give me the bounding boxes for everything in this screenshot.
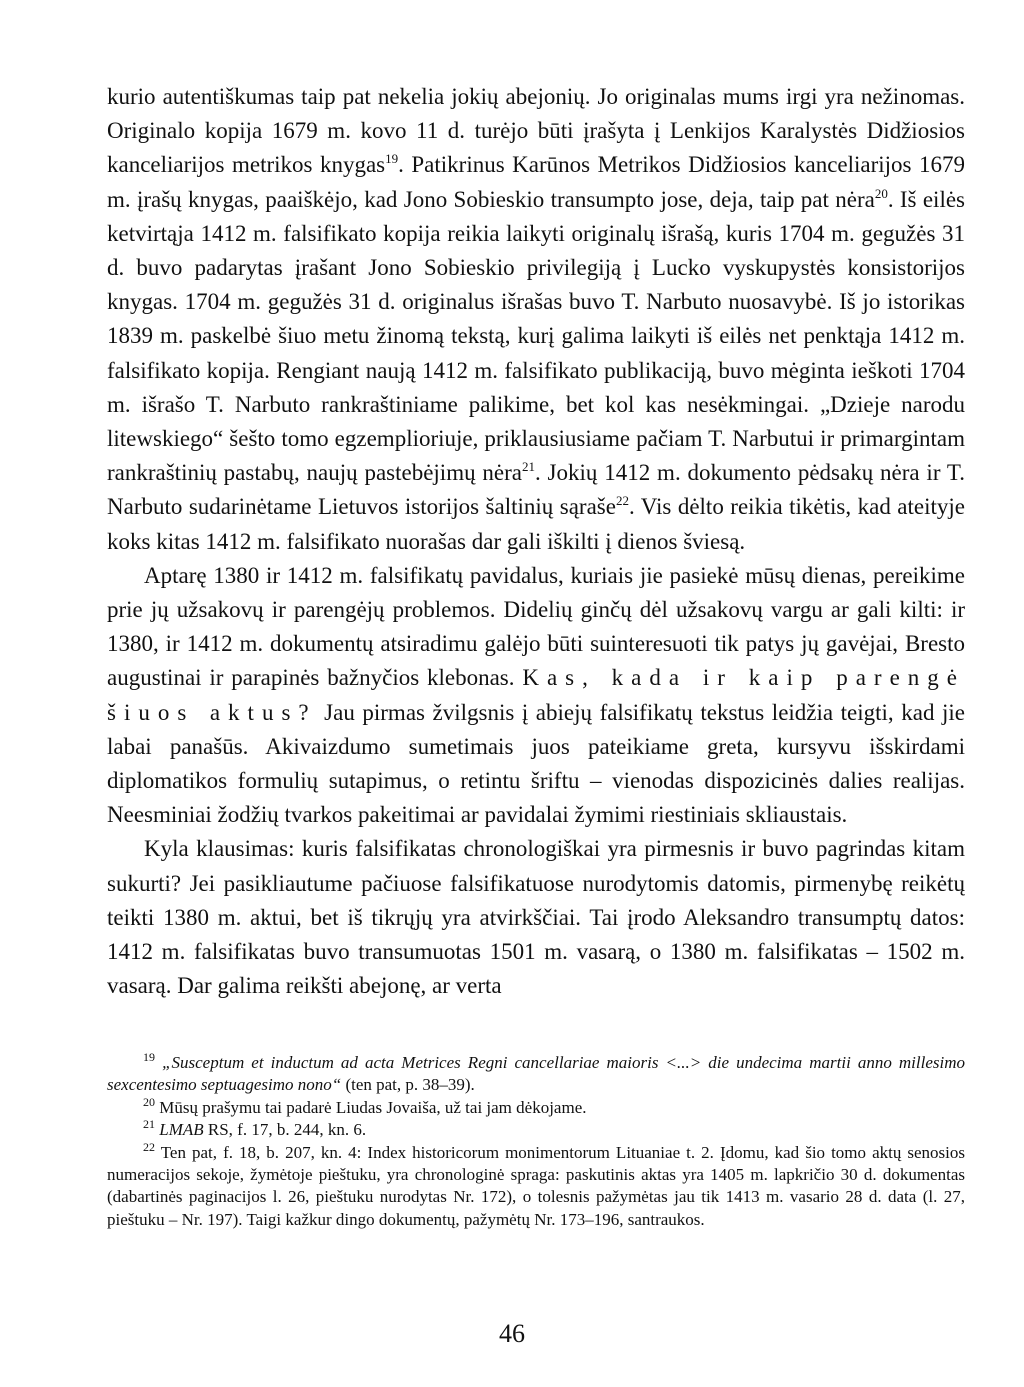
footnote-quote: „Susceptum et inductum ad acta Metrices Regni cancellariae maioris <...> die undecima martii anno millesimo sexcentesimo septuagesimo nono“: [107, 1053, 966, 1095]
footnote-number: 20: [143, 1094, 155, 1109]
footnote-number: 21: [143, 1117, 155, 1132]
text-run: . Jokių 1412 m. dokumento pėdsakų nėra ir T. Narbuto sudarinėtame Lietuvos istorijos šaltinių sąraše: [107, 460, 965, 520]
footnote-22: [107, 1139, 965, 1232]
footnote-text: Mūsų prašymu tai padarė Liudas Jovaiša, už tai jam dėkojame.: [155, 1097, 587, 1117]
footnote-ref-20: 20: [874, 185, 888, 201]
footnote-19: [107, 1052, 965, 1097]
paragraph-1: [107, 80, 965, 559]
footnotes: [107, 1052, 965, 1231]
footnote-text: (ten pat, p. 38–39).: [341, 1075, 475, 1095]
text-run: . Iš eilės ketvirtąja 1412 m. falsifikato kopija reikia laikyti originalų išrašą, kuris 1704 m. gegužės 31 d. buvo padarytas įrašant Jono Sobieskio privilegiją į Lucko vyskupystės konsistorijos knygas. 1704 m. gegužės 31 d. originalus išrašas buvo T. Narbuto nuosavybė. Iš jo istorikas 1839 m. paskelbė šiuo metu žinomą tekstą, kurį galima laikyti iš eilės net penktąja 1412 m. falsifikato kopija. Rengiant naują 1412 m. falsifikato publikaciją, buvo mėginta ieškoti 1704 m. išrašo T. Narbuto rankraštiniame palikime, bet kol kas nesėkmingai. „Dzieje narodu litewskiego“ šešto tomo egzemplioriuje, priklausiusiame pačiam T. Narbutui ir primargintam rankraštinių pastabų, naujų pastebėjimų nėra: [107, 186, 965, 486]
text-run: Jau pirmas žvilgsnis į abiejų falsifikatų tekstus leidžia teigti, kad jie labai panašūs. Akivaizdumo sumetimais juos pateikiame greta, kursyvu išskirdami diplomatikos formulių sutapimus, o retintu šriftu – vienodas dispozicinės dalies realijas. Neesminiai žodžių tvarkos pakeitimai ar pavidalai žymimi riestiniais skliaustais.: [107, 699, 965, 828]
spaced-question: Kas, kada ir kaip parengė šiuos aktus?: [107, 665, 966, 725]
text-run: Aptarę 1380 ir 1412 m. falsifikatų pavidalus, kuriais jie pasiekė mūsų dienas, pereikime prie jų užsakovų ir parengėjų problemos. Didelių ginčų dėl užsakovų vargu ar gali kilti: ir 1380, ir 1412 m. dokumentų atsiradimu galėjo būti suinteresuoti tik patys jų gavėjai, Bresto augustinai ir parapinės bažnyčios klebonas.: [107, 562, 965, 691]
paragraph-3: Kyla klausimas: kuris falsifikatas chronologiškai yra pirmesnis ir buvo pagrindas kitam sukurti? Jei pasikliautume pačiuose falsifikatuose nurodytomis datomis, pirmenybę reikėtų teikti 1380 m. aktui, bet iš tikrųjų yra atvirkščiai. Tai įrodo Aleksandro transumptų datos: 1412 m. falsifikatas buvo transumuotas 1501 m. vasarą, o 1380 m. falsifikatas – 1502 m. vasarą. Dar galima reikšti abejonę, ar verta: [107, 836, 965, 999]
main-text: [107, 80, 965, 1003]
footnote-abbr: LMAB: [159, 1120, 204, 1140]
footnote-number: 19: [143, 1050, 155, 1064]
paragraph-2: [107, 559, 965, 833]
footnote-ref-21: 21: [521, 459, 535, 475]
footnote-20: [107, 1094, 965, 1119]
footnote-ref-19: 19: [385, 151, 399, 167]
text-run: kurio autentiškumas taip pat nekelia jokių abejonių. Jo originalas mums irgi yra nežinomas. Originalo kopija 1679 m. kovo 11 d. turėjo būti įrašyta į Lenkijos Karalystės Didžiosios kanceliarijos metrikos knygas: [107, 84, 965, 178]
footnote-text: RS, f. 17, b. 244, kn. 6.: [203, 1120, 367, 1140]
text-run: . Patikrinus Karūnos Metrikos Didžiosios kanceliarijos 1679 m. įrašų knygas, paaiškėjo, kad Jono Sobieskio transumpto jose, deja, taip pat nėra: [107, 152, 965, 212]
page-number: 46: [499, 1319, 525, 1348]
footnote-ref-22: 22: [615, 493, 629, 509]
text-run: . Vis dėlto reikia tikėtis, kad ateityje koks kitas 1412 m. falsifikato nuorašas dar gali iškilti į dienos šviesą.: [107, 494, 965, 554]
footnote-21: [107, 1119, 965, 1141]
footnote-number: 22: [143, 1139, 155, 1154]
footnote-text: Ten pat, f. 18, b. 207, kn. 4: Index historicorum monimentorum Lituaniae t. 2. Įdomu, kad šio tomo aktų senosios numeracijos sekoje, žymėtoje pieštuku, yra chronologinė spraga: paskutinis aktas yra 1405 m. lapkričio 30 d. dokumentas (dabartinės paginacijos l. 26, pieštuku nurodytas Nr. 172), o tolesnis pažymėtas jau tik 1413 m. vasario 28 d. data (l. 27, pieštuku – Nr. 197). Taigi kažkur dingo dokumentų, pažymėtų Nr. 173–196, santraukos.: [107, 1142, 965, 1229]
